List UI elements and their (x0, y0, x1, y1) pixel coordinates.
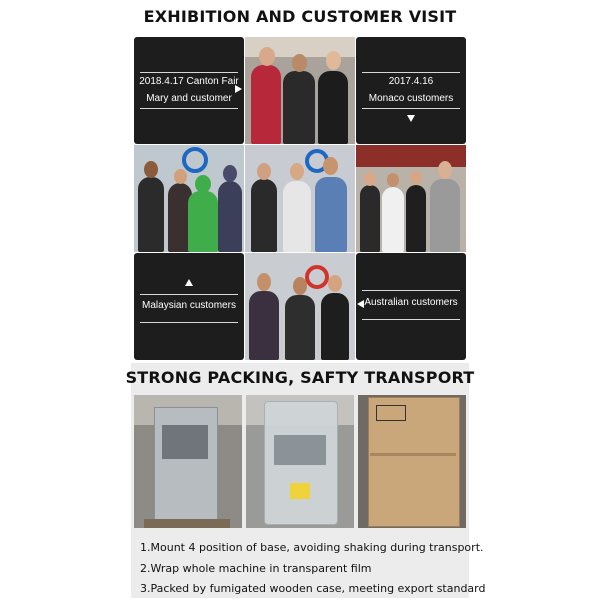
monaco-caption-label: Monaco customers (368, 93, 454, 104)
mounting-base (144, 519, 230, 528)
machine-turret (162, 425, 208, 459)
person-head (144, 161, 158, 178)
company-logo-icon (305, 265, 329, 289)
packing-point-1: 1.Mount 4 position of base, avoiding shaking during transport. (140, 541, 484, 554)
label-tile-malaysian (134, 253, 244, 360)
person-head (438, 161, 452, 179)
section-title-exhibition: EXHIBITION AND CUSTOMER VISIT (143, 7, 457, 26)
warning-label-icon (290, 483, 310, 499)
divider (140, 108, 238, 109)
wood-plank-seam (370, 453, 456, 456)
person-head (410, 171, 422, 185)
photo-monaco-customers (356, 145, 466, 252)
person-figure (285, 295, 315, 360)
packing-point-2: 2.Wrap whole machine in transparent film (140, 562, 372, 575)
person-figure (251, 65, 281, 144)
person-figure (430, 179, 460, 252)
person-figure (360, 185, 380, 252)
packing-point-3: 3.Packed by fumigated wooden case, meeting export standard (140, 582, 486, 595)
person-head (257, 273, 271, 291)
malaysian-caption-label: Malaysian customers (142, 300, 236, 311)
monaco-date-label: 2017.4.16 (388, 76, 434, 87)
photo-wooden-case (358, 395, 466, 528)
photo-machine-mounted (134, 395, 242, 528)
company-logo-icon (182, 147, 208, 173)
divider (140, 322, 238, 323)
person-figure (188, 191, 218, 252)
person-head (387, 173, 399, 187)
person-head (195, 175, 211, 193)
person-figure (283, 181, 311, 252)
label-tile-canton-fair (134, 37, 244, 144)
divider (140, 72, 238, 73)
person-figure (251, 179, 277, 252)
arrow-right-icon (235, 85, 242, 93)
section-title-packing: STRONG PACKING, SAFTY TRANSPORT (125, 368, 475, 387)
person-figure (249, 291, 279, 360)
handling-symbols-icon (376, 405, 406, 421)
person-head (174, 169, 187, 184)
person-figure (315, 177, 347, 252)
photo-australian-customers (245, 253, 355, 360)
divider (362, 290, 460, 291)
person-head (293, 277, 307, 295)
person-figure (218, 181, 242, 252)
person-head (323, 157, 338, 175)
person-figure (406, 185, 426, 252)
person-head (328, 275, 342, 292)
canton-fair-date-label: 2018.4.17 Canton Fair (139, 76, 239, 87)
label-tile-australian (356, 253, 466, 360)
label-tile-monaco (356, 37, 466, 144)
photo-group-visit (245, 145, 355, 252)
divider (362, 72, 460, 73)
machine-turret (274, 435, 326, 465)
divider (362, 108, 460, 109)
canton-fair-caption-label: Mary and customer (146, 93, 232, 104)
divider (140, 294, 238, 295)
person-head (259, 47, 275, 66)
person-head (292, 54, 307, 72)
photo-malaysian-customers (134, 145, 244, 252)
person-head (364, 172, 376, 186)
person-head (326, 51, 341, 70)
person-head (223, 165, 237, 182)
person-figure (321, 293, 349, 360)
arrow-up-icon (185, 279, 193, 286)
photo-canton-fair (245, 37, 355, 144)
person-figure (382, 187, 404, 252)
australian-caption-label: Australian customers (364, 297, 458, 308)
person-figure (318, 71, 348, 144)
person-figure (138, 177, 164, 252)
person-head (290, 163, 304, 180)
divider (362, 319, 460, 320)
arrow-down-icon (407, 115, 415, 122)
photo-machine-wrapped (246, 395, 354, 528)
person-head (257, 163, 271, 180)
person-figure (283, 71, 315, 144)
